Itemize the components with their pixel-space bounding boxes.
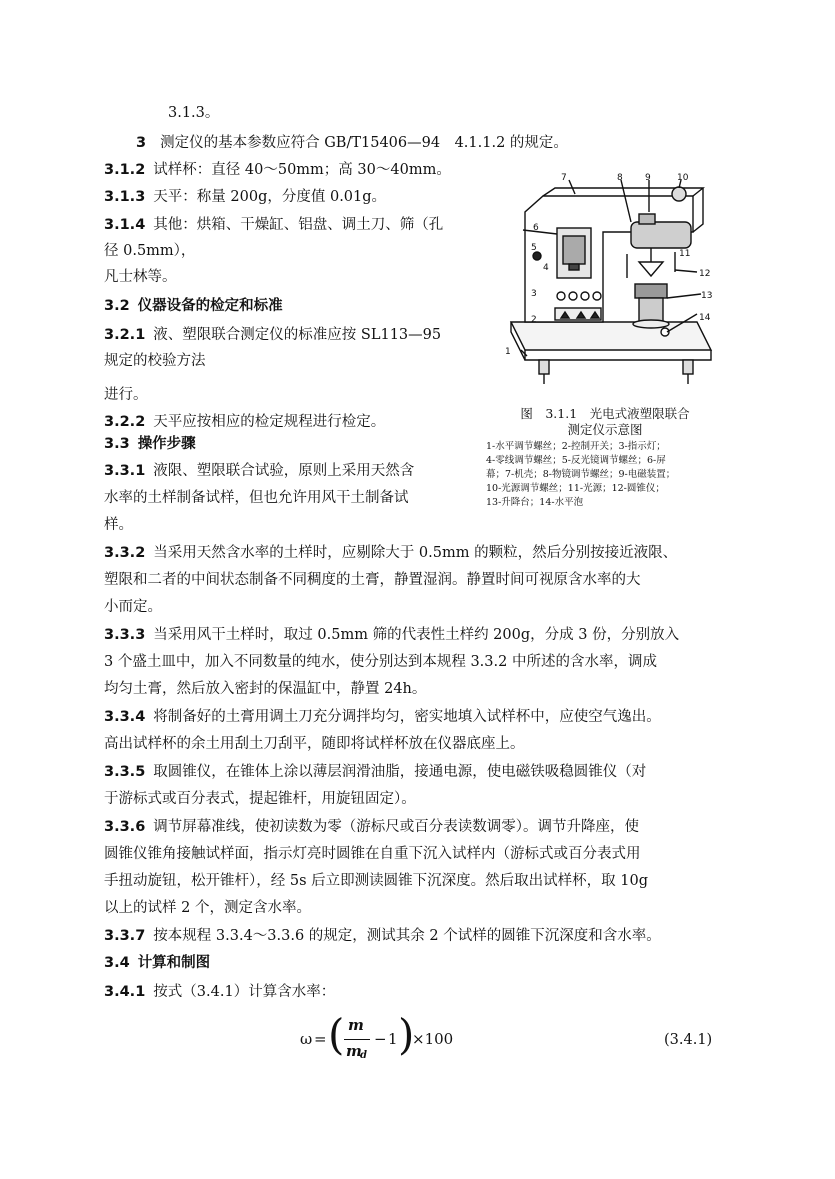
clause-number: 3.3.2 [104,545,146,561]
clause-number: 3.2.1 [104,327,146,343]
section-heading-3-2 [104,296,283,316]
text-line: 3 个盛土皿中，加入不同数量的纯水，使分别达到本规程 3.3.2 中所述的含水率，调成 [104,654,657,670]
text-line: 塑限和二者的中间状态制备不同稠度的土膏，静置湿润。静置时间可视原含水率的大 [104,572,641,588]
clause-text: 将制备好的土膏用调土刀充分调拌均匀，密实地填入试样杯中，应使空气逸出。 [153,709,661,725]
fig-label: 4 [543,263,549,273]
clause-number: 3.4.1 [104,984,146,1000]
clause-number: 3.1.2 [104,162,146,178]
clause-number: 3.3.5 [104,764,146,780]
clause-number: 3.2.2 [104,414,146,430]
equation-denominator: m [346,1042,362,1060]
denominator-subscript: d [360,1050,367,1061]
figure-legend: 幕；7-机壳；8-物镜调节螺丝；9-电磁装置； [486,469,676,480]
left-paren: ( [328,1010,345,1059]
fig-label: 9 [645,173,651,183]
figure-legend: 1-水平调节螺丝；2-控制开关；3-指示灯； [486,441,666,452]
section-number: 3.2 [104,298,130,314]
clause-3-3-6 [104,817,639,837]
text-line: 均匀土膏，然后放入密封的保温缸中，静置 24h。 [104,681,427,697]
text-line [136,133,568,153]
clause-text: 按本规程 3.3.4～3.3.6 的规定，测试其余 2 个试样的圆锥下沉深度和含水率。 [153,928,661,944]
clause-3-3-5 [104,762,646,782]
clause-text: 液限、塑限联合试验，原则上采用天然含 [153,463,415,479]
text-line: 高出试样杯的余土用刮土刀刮平，随即将试样杯放在仪器底座上。 [104,736,525,752]
clause-3-3-4 [104,707,661,727]
clause-3-4-1 [104,982,335,1002]
item-text: 测定仪的基本参数应符合 GB/T15406—94 4.1.1.2 的规定。 [160,135,568,151]
clause-3-3-1 [104,461,414,481]
text-line: 径 0.5mm）， [104,243,196,259]
clause-number: 3.3.7 [104,928,146,944]
figure-caption: 图 3.1.1 光电式液塑限联合 [520,406,690,421]
text-line: 进行。 [104,387,148,403]
fig-label: 14 [699,313,711,323]
fig-label: 6 [533,223,539,233]
equation-equals: = [314,1030,327,1048]
clause-text: 取圆锥仪，在锥体上涂以薄层润滑油脂，接通电源，使电磁铁吸稳圆锥仪（对 [153,764,647,780]
equation [300,1012,500,1068]
clause-text: 天平应按相应的检定规程进行检定。 [153,414,386,430]
clause-3-1-2 [104,160,451,180]
fig-label: 1 [505,347,511,357]
equation-numerator: m [348,1016,364,1034]
clause-3-2-1 [104,325,441,345]
fig-label: 3 [531,289,537,299]
right-paren: ) [398,1010,415,1059]
clause-text: 液、塑限联合测定仪的标准应按 SL113—95 [153,327,442,343]
clause-text: 试样杯：直径 40～50mm；高 30～40mm。 [153,162,451,178]
equation-lhs: ω [300,1030,313,1048]
section-title: 仪器设备的检定和标准 [137,298,283,314]
fraction-bar [344,1039,370,1040]
text-line: 水率的土样制备试样，但也允许用风干土制备试 [104,490,409,506]
clause-number: 3.3.6 [104,819,146,835]
clause-number: 3.3.3 [104,627,146,643]
clause-3-2-2 [104,412,385,432]
fig-label: 5 [531,243,537,253]
instrument-figure [503,172,725,390]
clause-3-3-7 [104,926,661,946]
fig-label: 13 [701,291,713,301]
clause-text: 其他：烘箱、干燥缸、铝盘、调土刀、筛（孔 [153,217,444,233]
clause-text: 当采用天然含水率的土样时，应剔除大于 0.5mm 的颗粒，然后分别按接近液限、 [153,545,678,561]
section-number: 3.3 [104,436,130,452]
equation-one: 1 [388,1030,398,1048]
clause-number: 3.3.1 [104,463,146,479]
section-title: 操作步骤 [137,436,196,452]
section-heading-3-3 [104,434,196,454]
clause-number: 3.1.4 [104,217,146,233]
clause-number: 3.1.3 [104,189,146,205]
text-line: 小而定。 [104,599,162,615]
fig-label: 8 [617,173,623,183]
text-line: 样。 [104,517,133,533]
clause-text: 当采用风干土样时，取过 0.5mm 筛的代表性土样约 200g，分成 3 份，分别放入 [153,627,680,643]
section-title: 计算和制图 [137,955,211,971]
fig-label: 2 [531,315,537,325]
figure-legend: 4-零线调节螺丝；5-反光镜调节螺丝；6-屏 [486,455,666,466]
instrument-drawing [503,172,725,390]
text-line: 于游标式或百分表式，提起锥杆，用旋钮固定）。 [104,791,416,807]
item-number: 3 [136,135,147,151]
text-line: 凡士林等。 [104,269,177,285]
equation-label: (3.4.1) [664,1032,713,1048]
clause-3-1-4 [104,215,443,235]
clause-text: 天平：称量 200g，分度值 0.01g。 [153,189,387,205]
fig-label: 10 [677,173,689,183]
text-line: 以上的试样 2 个，测定含水率。 [104,900,311,916]
clause-3-3-3 [104,625,679,645]
text-line: 3.1.3。 [168,105,220,121]
fig-label: 11 [679,249,691,259]
equation-minus: − [374,1030,387,1048]
text-line: 规定的校验方法 [104,353,206,369]
section-heading-3-4 [104,953,210,973]
text-line: 手扭动旋钮，松开锥杆），经 5s 后立即测读圆锥下沉深度。然后取出试样杯，取 10g [104,873,648,889]
fig-label: 12 [699,269,711,279]
clause-number: 3.3.4 [104,709,146,725]
clause-3-1-3 [104,187,386,207]
text-line: 圆锥仪锥角接触试样面，指示灯亮时圆锥在自重下沉入试样内（游标式或百分表式用 [104,846,641,862]
section-number: 3.4 [104,955,130,971]
clause-text: 调节屏幕准线，使初读数为零（游标尺或百分表读数调零）。调节升降座，使 [153,819,640,835]
clause-3-3-2 [104,543,677,563]
fig-label: 7 [561,173,567,183]
clause-text: 按式（3.4.1）计算含水率： [153,984,336,1000]
figure-legend: 10-光源调节螺丝；11-光源；12-圆锥仪； [486,483,665,494]
equation-times: ×100 [412,1030,454,1048]
figure-caption: 测定仪示意图 [567,422,643,437]
figure-legend: 13-升降台；14-水平泡 [486,497,584,508]
